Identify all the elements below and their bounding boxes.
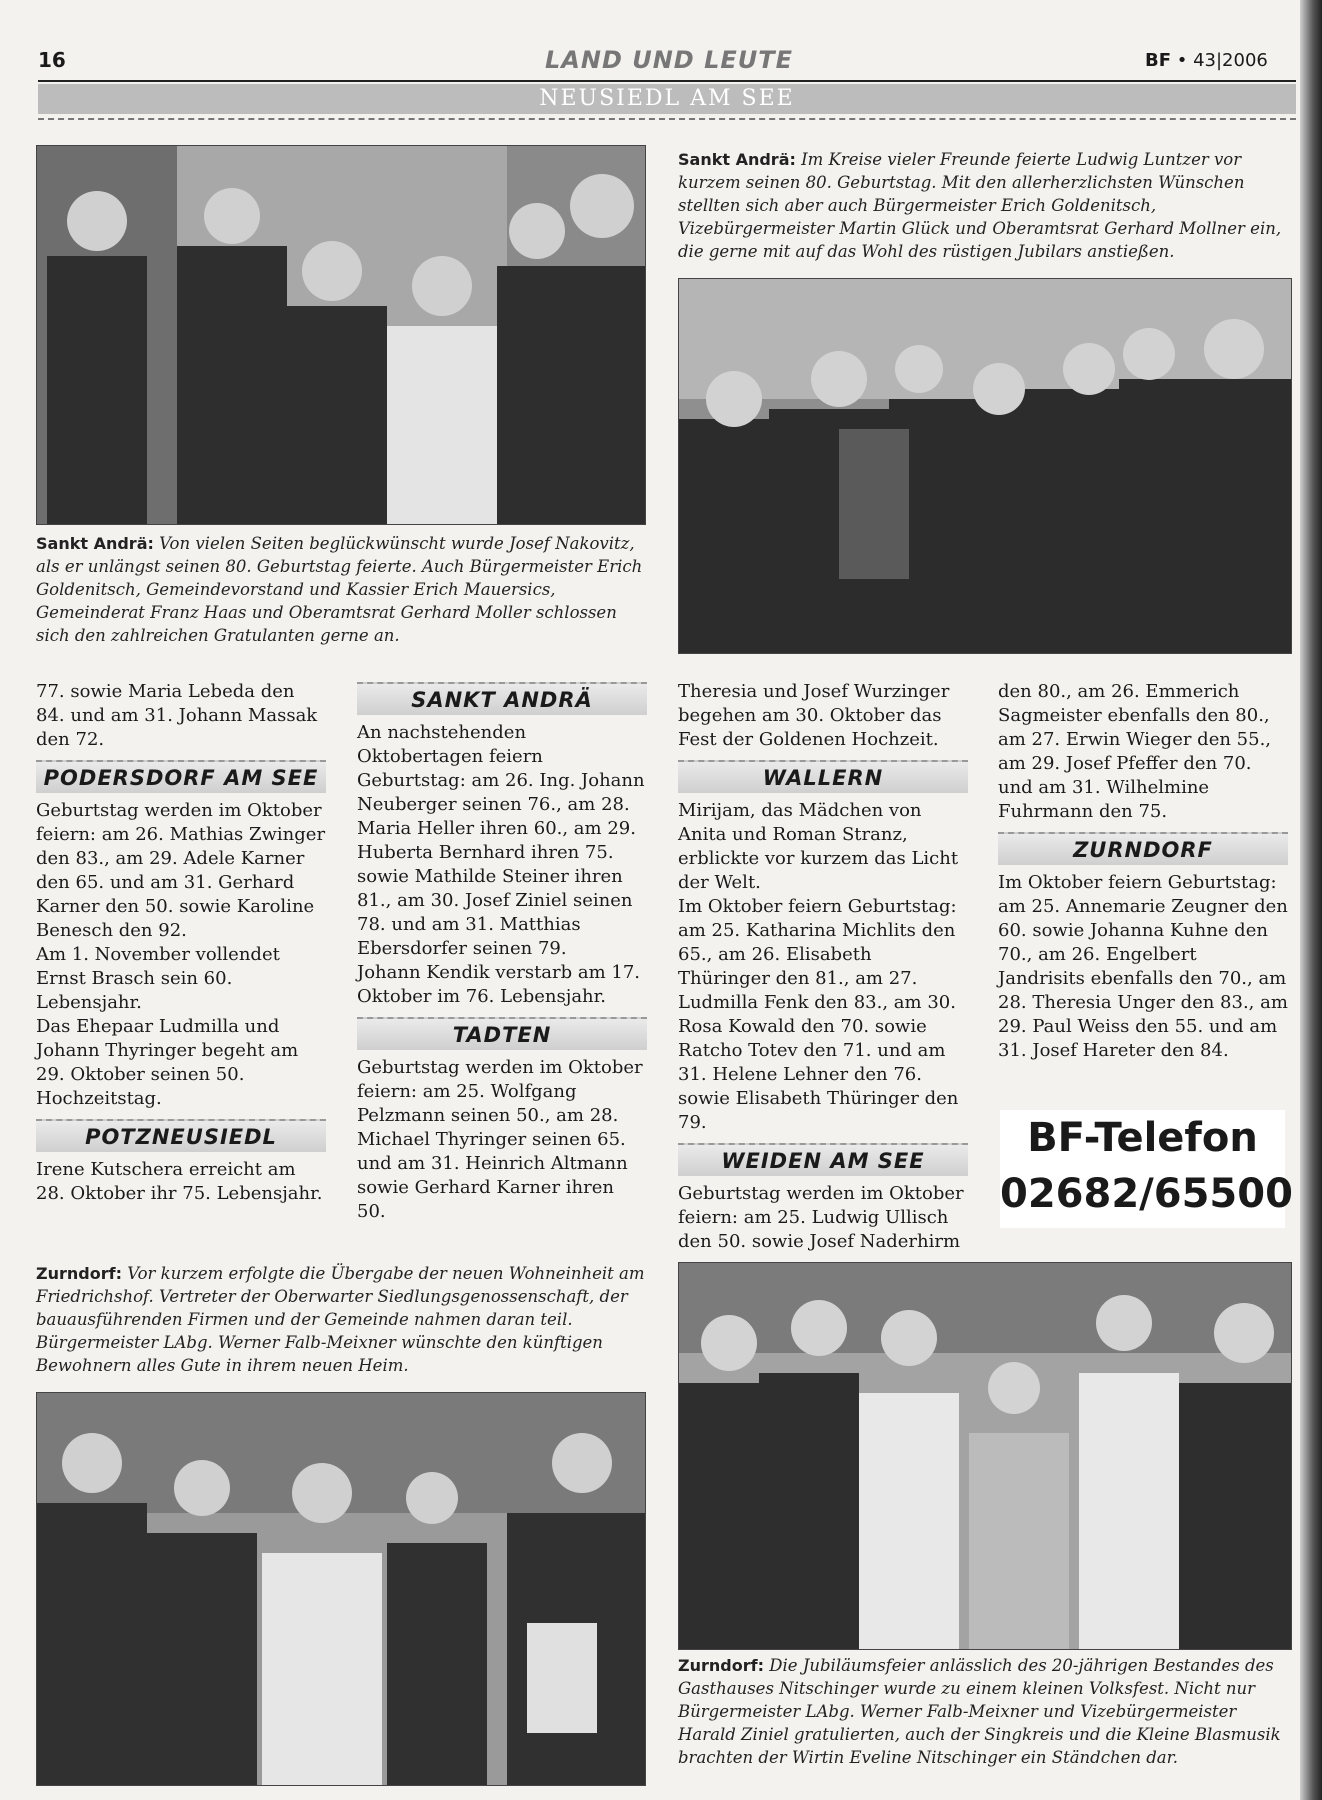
article-column-4 (998, 680, 1288, 1063)
scan-edge (1300, 0, 1322, 1800)
photo-group-sankt-andrae-2 (678, 278, 1292, 654)
paragraph: Im Oktober feiern Geburtstag: am 25. Annemarie Zeugner den 60. sowie Johanna Kuhne den 70., am 26. Engelbert Jandrisits ebenfalls den 70., am 28. Theresia Unger den 83., am 29. Paul Weiss den 55. und am 31. Josef Hareter den 84. (998, 872, 1288, 1061)
paragraph: An nachstehenden Oktobertagen feiern Geburtstag: am 26. Ing. Johann Neuberger seinen 76., am 28. Maria Heller ihren 60., am 29. Huberta Bernhard ihren 75. sowie Mathilde Steiner ihren 81., am 30. Josef Ziniel seinen 78. und am 31. Matthias Ebersdorfer seinen 79. (357, 722, 645, 959)
paragraph: Johann Kendik verstarb am 17. Oktober im 76. Lebensjahr. (357, 962, 641, 1007)
paragraph: Am 1. November vollendet Ernst Brasch sein 60. Lebensjahr. (36, 944, 280, 1013)
caption-sankt-andrae-1 (36, 532, 646, 647)
caption-lead: Zurndorf: (36, 1264, 122, 1283)
caption-sankt-andrae-2 (678, 148, 1288, 263)
caption-text: Vor kurzem erfolgte die Übergabe der neuen Wohneinheit am Friedrichshof. Vertreter der Oberwarter Siedlungsgenossenschaft, der bauausführenden Firmen und der Gemeinde nahmen daran teil. Bürgermeister LAbg. Werner Falb-Meixner wünschte den künftigen Bewohnern alles Gute in ihrem neuen Heim. (36, 1264, 645, 1375)
caption-lead: Zurndorf: (678, 1656, 764, 1675)
paragraph: Theresia und Josef Wurzinger begehen am 30. Oktober das Fest der Goldenen Hochzeit. (678, 681, 950, 750)
bf-telefon-ad (1000, 1110, 1293, 1228)
region-banner: NEUSIEDL AM SEE (38, 84, 1296, 114)
paragraph: den 80., am 26. Emmerich Sagmeister ebenfalls den 80., am 27. Erwin Wieger den 55., am 29. Josef Pfeffer den 70. und am 31. Wilhelmine Fuhrmann den 75. (998, 681, 1272, 822)
article-column-3 (678, 680, 968, 1254)
caption-text: Die Jubiläumsfeier anlässlich des 20-jährigen Bestandes des Gasthauses Nitschinger wurde zu einem kleinen Volksfest. Nicht nur Bürgermeister LAbg. Werner Falb-Meixner und Vizebürgermeister Harald Ziniel gratulierten, auch der Singkreis und die Kleine Blasmusik brachten der Wirtin Eveline Nitschinger ein Ständchen dar. (678, 1656, 1281, 1767)
paragraph: Mirijam, das Mädchen von Anita und Roman Stranz, erblickte vor kurzem das Licht der Welt. (678, 800, 959, 893)
paragraph: Geburtstag werden im Oktober feiern: am 25. Wolfgang Pelzmann seinen 50., am 28. Michael Thyringer seinen 65. und am 31. Heinrich Altmann sowie Gerhard Karner ihren 50. (357, 1057, 643, 1222)
header-rule (38, 80, 1296, 82)
subhead-potzneusiedl: POTZNEUSIEDL (36, 1119, 326, 1152)
section-title: LAND UND LEUTE (545, 46, 794, 74)
paragraph: Irene Kutschera erreicht am 28. Oktober ihr 75. Lebensjahr. (36, 1159, 323, 1204)
photo-group-sankt-andrae-1 (36, 145, 646, 525)
photo-group-zurndorf-2 (678, 1262, 1292, 1650)
dashed-rule (38, 118, 1296, 120)
caption-zurndorf-2 (678, 1654, 1290, 1769)
paragraph: 77. sowie Maria Lebeda den 84. und am 31. Johann Massak den 72. (36, 681, 318, 750)
caption-lead: Sankt Andrä: (678, 150, 796, 169)
article-column-1 (36, 680, 326, 1206)
paragraph: Geburtstag werden im Oktober feiern: am 26. Mathias Zwinger den 83., am 29. Adele Karner den 65. und am 31. Gerhard Karner den 50. sowie Karoline Benesch den 92. (36, 800, 326, 941)
paragraph: Das Ehepaar Ludmilla und Johann Thyringer begeht am 29. Oktober seinen 50. Hochzeitstag. (36, 1016, 299, 1109)
paragraph: Im Oktober feiern Geburtstag: am 25. Katharina Michlits den 65., am 26. Elisabeth Thüringer den 81., am 27. Ludmilla Fenk den 83., am 30. Rosa Kowald den 70. sowie Ratcho Totev den 71. und am 31. Helene Lehner den 76. sowie Elisabeth Thüringer den 79. (678, 896, 959, 1133)
article-column-2 (357, 680, 647, 1224)
ad-phone: 02682/65500 (1000, 1171, 1293, 1217)
ad-title: BF-Telefon (1027, 1115, 1258, 1161)
subhead-podersdorf: PODERSDORF AM SEE (36, 760, 326, 793)
caption-zurndorf-1 (36, 1262, 656, 1377)
caption-text: Von vielen Seiten beglückwünscht wurde Josef Nakovitz, als er unlängst seinen 80. Geburtstag feierte. Auch Bürgermeister Erich Goldenitsch, Gemeindevorstand und Kassier Erich Mauersics, Gemeinderat Franz Haas und Oberamtsrat Gerhard Moller schlossen sich den zahlreichen Gratulanten gerne an. (36, 534, 643, 645)
page-number: 16 (38, 48, 66, 72)
publication-abbr: BF (1145, 50, 1172, 71)
subhead-tadten: TADTEN (357, 1017, 647, 1050)
issue-label (1145, 50, 1268, 71)
subhead-sankt-andrae: SANKT ANDRÄ (357, 682, 647, 715)
photo-group-zurndorf-1 (36, 1392, 646, 1786)
subhead-wallern: WALLERN (678, 760, 968, 793)
caption-lead: Sankt Andrä: (36, 534, 154, 553)
subhead-zurndorf: ZURNDORF (998, 832, 1288, 865)
paragraph: Geburtstag werden im Oktober feiern: am 25. Ludwig Ullisch den 50. sowie Josef Naderhirm (678, 1183, 964, 1252)
subhead-weiden: WEIDEN AM SEE (678, 1143, 968, 1176)
issue-number: • 43|2006 (1176, 50, 1268, 71)
caption-text: Im Kreise vieler Freunde feierte Ludwig Luntzer vor kurzem seinen 80. Geburtstag. Mit den allerherzlichsten Wünschen stellten sich aber auch Bürgermeister Erich Goldenitsch, Vizebürgermeister Martin Glück und Oberamtsrat Gerhard Mollner ein, die gerne mit auf das Wohl des rüstigen Jubilars anstießen. (678, 150, 1282, 261)
